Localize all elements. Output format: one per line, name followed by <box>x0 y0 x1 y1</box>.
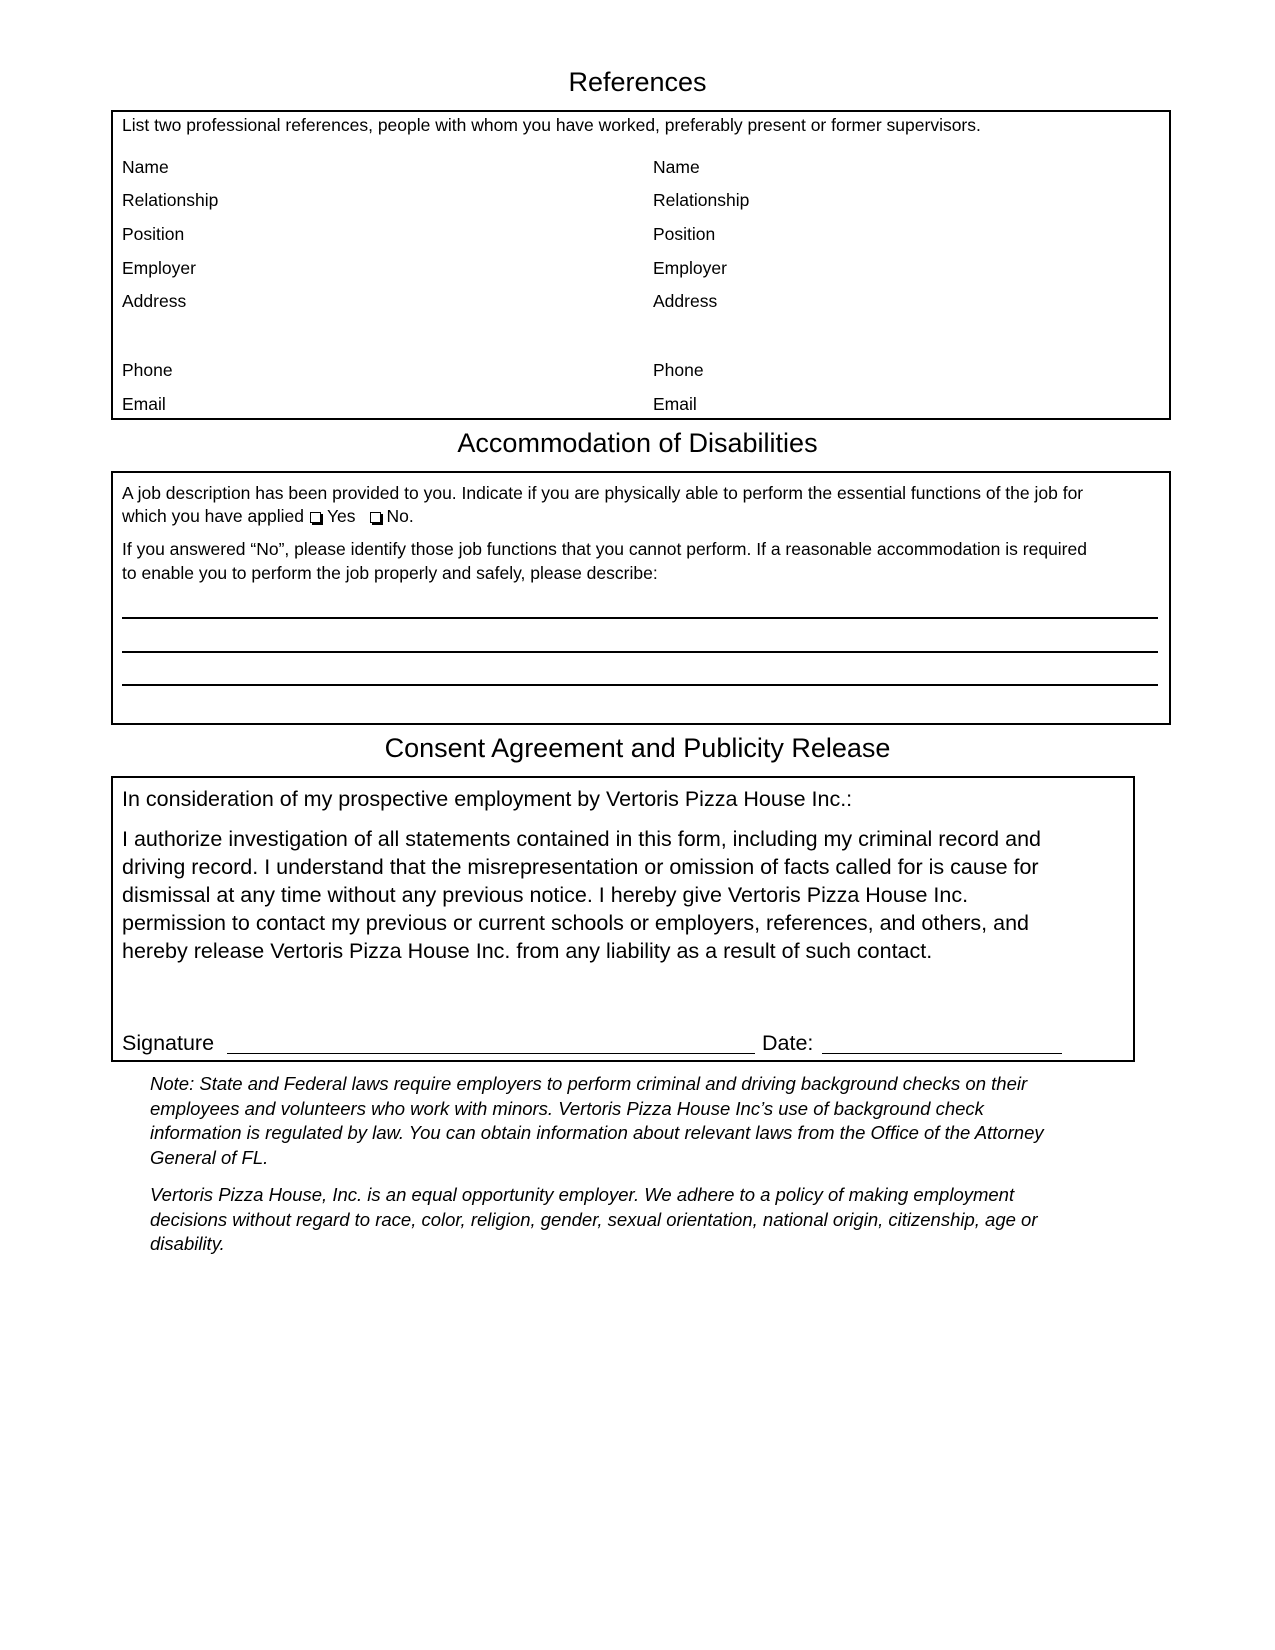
ref1-employer-label: Employer <box>122 258 196 278</box>
references-intro: List two professional references, people with whom you have worked, preferably present or former supervisors. <box>122 115 981 135</box>
ref1-relationship-label: Relationship <box>122 190 219 210</box>
ref2-relationship-label: Relationship <box>653 190 750 210</box>
date-label: Date: <box>762 1031 814 1055</box>
ref2-name-label: Name <box>653 157 700 177</box>
references-title: References <box>568 67 707 97</box>
signature-label: Signature <box>122 1031 215 1055</box>
ref1-phone-label: Phone <box>122 360 173 380</box>
consent-body-line-5: hereby release Vertoris Pizza House Inc. from any liability as a result of such contact. <box>122 939 933 963</box>
consent-body-line-1: I authorize investigation of all statements contained in this form, including my criminal record and <box>122 827 1041 851</box>
background-note-line-4: General of FL. <box>150 1146 269 1168</box>
consent-body <box>122 825 1041 965</box>
describe-line-2[interactable] <box>122 651 1158 653</box>
accommodation-followup-line2: to enable you to perform the job properly and safely, please describe: <box>122 563 658 583</box>
ref1-position-label: Position <box>122 224 185 244</box>
ref2-phone-label: Phone <box>653 360 704 380</box>
consent-body-line-2: driving record. I understand that the misrepresentation or omission of facts called for is cause for <box>122 855 1039 879</box>
eeo-note-line-3: disability. <box>150 1233 225 1254</box>
eeo-note <box>150 1183 1160 1257</box>
consent-body-line-3: dismissal at any time without any previous notice. I hereby give Vertoris Pizza House Inc. <box>122 883 969 907</box>
date-line[interactable] <box>822 1053 1062 1054</box>
yes-checkbox[interactable] <box>310 512 321 523</box>
signature-line[interactable] <box>227 1053 755 1054</box>
background-note-line-3: information is regulated by law. You can obtain information about relevant laws from the Office of the Attorney <box>150 1122 1044 1143</box>
ref1-address-label: Address <box>122 291 187 311</box>
consent-intro: In consideration of my prospective employment by Vertoris Pizza House Inc.: <box>122 787 853 811</box>
yes-label: Yes <box>326 506 356 526</box>
ref2-position-label: Position <box>653 224 716 244</box>
accommodation-question-line1: A job description has been provided to you. Indicate if you are physically able to perform the essential functions of the job for <box>122 483 1084 503</box>
eeo-note-line-2: decisions without regard to race, color, religion, gender, sexual orientation, national origin, citizenship, age or <box>150 1208 1038 1230</box>
no-checkbox[interactable] <box>370 512 381 523</box>
ref2-employer-label: Employer <box>653 258 727 278</box>
ref2-email-label: Email <box>653 394 697 414</box>
references-box <box>111 110 1171 420</box>
describe-line-3[interactable] <box>122 684 1158 686</box>
accommodation-title: Accommodation of Disabilities <box>457 428 818 458</box>
eeo-note-line-1: Vertoris Pizza House, Inc. is an equal opportunity employer. We adhere to a policy of making employment <box>150 1184 1015 1205</box>
background-note-line-1: Note: State and Federal laws require employers to perform criminal and driving background checks on their <box>150 1073 1028 1094</box>
accommodation-followup-line1: If you answered “No”, please identify those job functions that you cannot perform. If a reasonable accommodation is required <box>122 539 1087 559</box>
accommodation-question-line2 <box>122 505 414 527</box>
consent-title: Consent Agreement and Publicity Release <box>384 733 891 763</box>
ref1-name-label: Name <box>122 157 169 177</box>
describe-line-1[interactable] <box>122 617 1158 619</box>
ref2-address-label: Address <box>653 291 718 311</box>
no-label: No. <box>386 506 414 526</box>
background-check-note <box>150 1072 1160 1170</box>
consent-body-line-4: permission to contact my previous or current schools or employers, references, and others, and <box>122 911 1029 935</box>
ref1-email-label: Email <box>122 394 166 414</box>
accommodation-question-text: which you have applied <box>122 506 304 526</box>
background-note-line-2: employees and volunteers who work with minors. Vertoris Pizza House Inc’s use of background check <box>150 1097 984 1119</box>
